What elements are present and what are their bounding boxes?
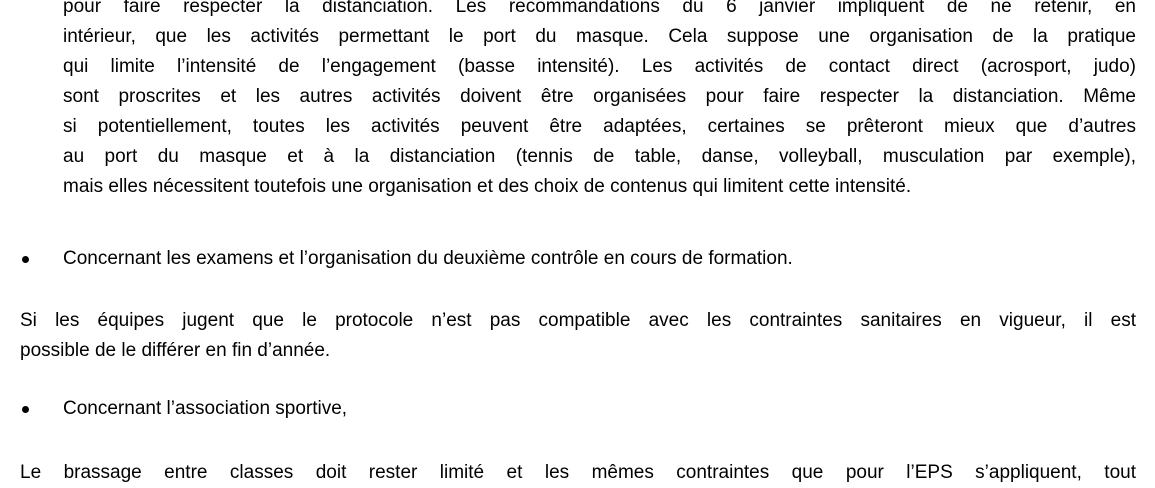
bullet-icon [22, 256, 29, 263]
bullet-item-exams [22, 244, 793, 274]
activities-paragraph [63, 0, 1136, 202]
association-paragraph [20, 458, 1136, 488]
paragraph-line: qui limite l’intensité de l’engagement (basse intensité). Les activités de contact direct (acrosport, judo) [63, 56, 1136, 77]
paragraph-line: si potentiellement, toutes les activités peuvent être adaptées, certaines se prêteront mieux que d’autres [63, 116, 1136, 137]
paragraph-line: pour faire respecter la distanciation. Les recommandations du 6 janvier impliquent de ne retenir, en [63, 0, 1136, 17]
paragraph-line: au port du masque et à la distanciation (tennis de table, danse, volleyball, musculation par exemple), [63, 146, 1136, 167]
paragraph-line: mais elles nécessitent toutefois une organisation et des choix de contenus qui limitent cette intensité. [63, 176, 912, 197]
paragraph-line: Le brassage entre classes doit rester limité et les mêmes contraintes que pour l’EPS s’appliquent, tout [20, 462, 1136, 483]
paragraph-line: possible de le différer en fin d’année. [20, 340, 331, 361]
bullet-text: Concernant l’association sportive, [63, 398, 348, 419]
paragraph-line: Si les équipes jugent que le protocole n’est pas compatible avec les contraintes sanitaires en vigueur, il est [20, 310, 1136, 331]
exams-paragraph [20, 306, 1136, 366]
bullet-text: Concernant les examens et l’organisation du deuxième contrôle en cours de formation. [63, 248, 793, 269]
paragraph-line: sont proscrites et les autres activités doivent être organisées pour faire respecter la distanciation. Même [63, 86, 1136, 107]
bullet-icon [22, 406, 29, 413]
bullet-item-association [22, 394, 347, 424]
paragraph-line: intérieur, que les activités permettant le port du masque. Cela suppose une organisation de la pratique [63, 26, 1136, 47]
